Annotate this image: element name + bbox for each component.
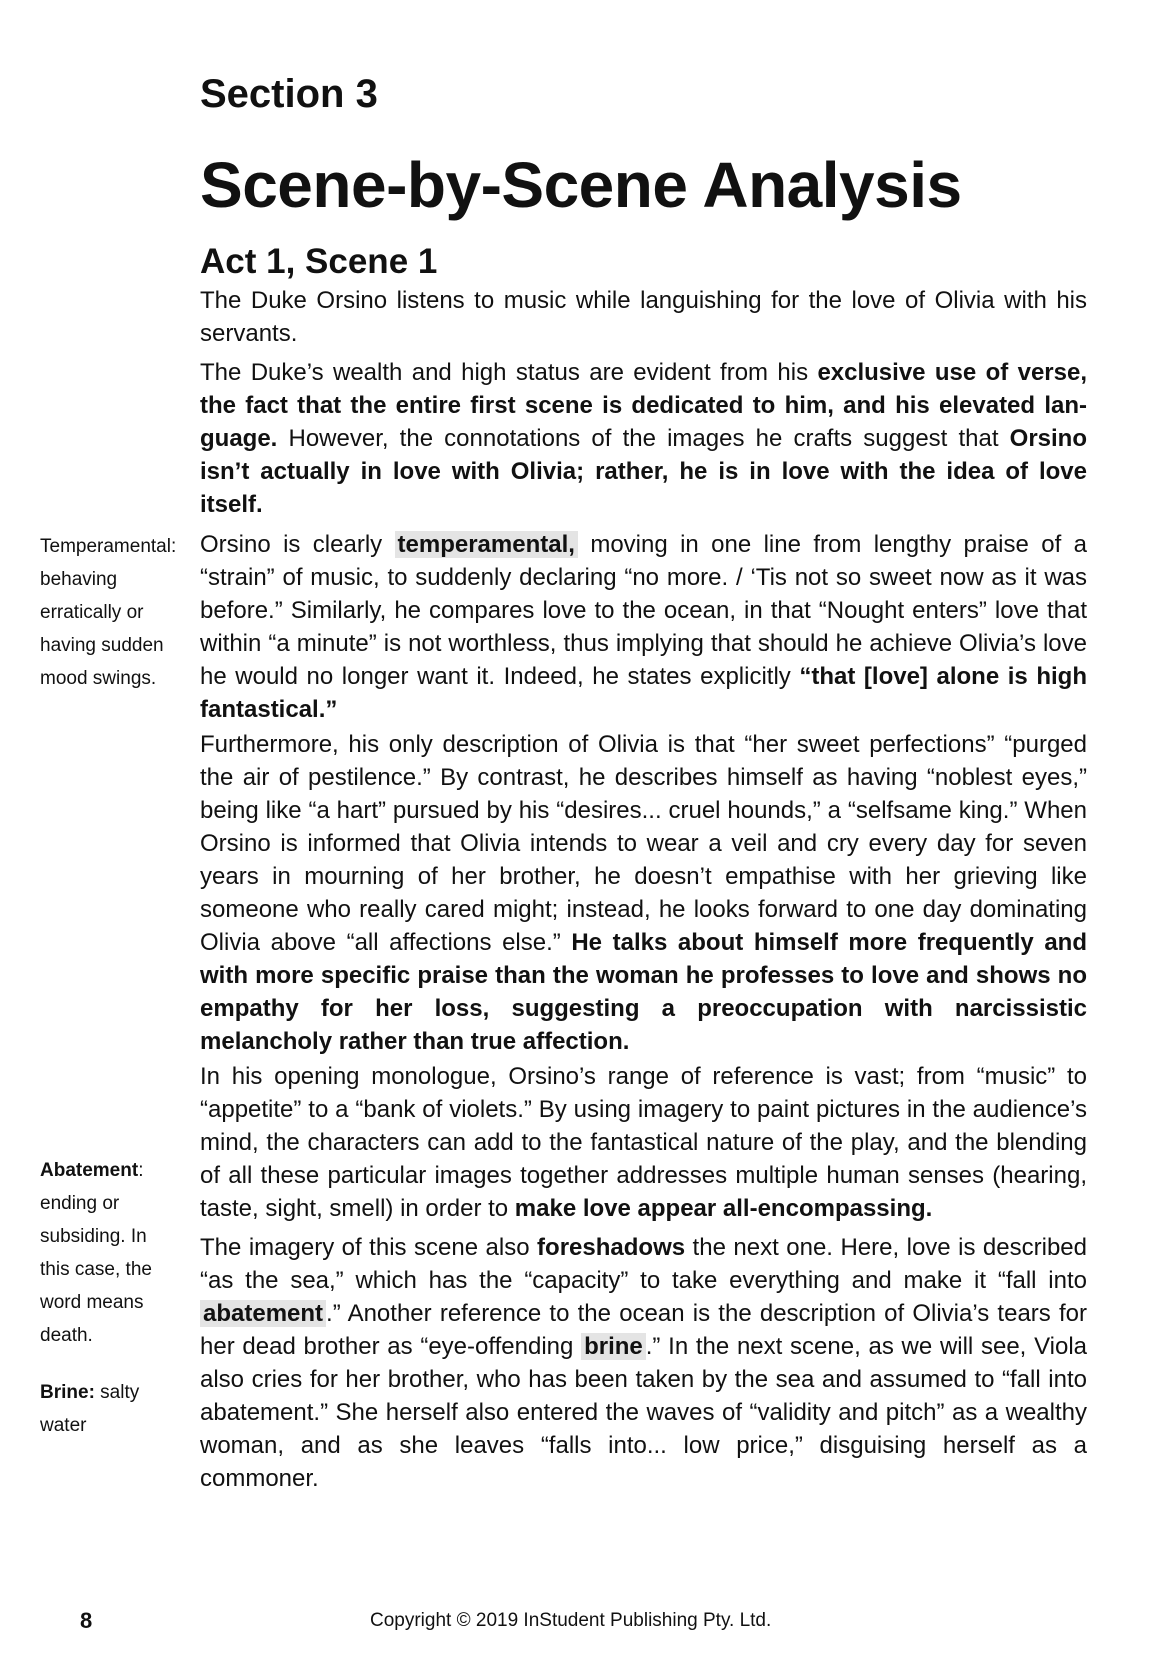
glossary-term: abatement bbox=[200, 1300, 326, 1327]
paragraph-5 bbox=[200, 1060, 1087, 1225]
bold-phrase: Orsino isn’t actually in love with Olivia; rather, he is in love with the idea of love itself. bbox=[200, 425, 1087, 518]
scene-heading: Act 1, Scene 1 bbox=[200, 242, 438, 281]
sidenote-temperamental bbox=[40, 530, 180, 695]
sidenote-definition: : behaving erratically or having sudden mood swings. bbox=[40, 536, 177, 689]
sidenote-term: Brine: bbox=[40, 1382, 95, 1403]
text-run: The Duke’s wealth and high status are evident from his bbox=[200, 359, 818, 386]
sidenote-definition: salty water bbox=[40, 1382, 140, 1436]
sidenote-term: Abatement bbox=[40, 1160, 139, 1181]
paragraph-1 bbox=[200, 284, 1087, 350]
bold-phrase: foreshadows bbox=[537, 1234, 686, 1261]
text-run: moving in one line from lengthy praise of a “strain” of music, to suddenly declaring “no more. / ‘Tis not so sweet now as it was before.” Similarly, he compares love to the ocean, in that “Nought enters” love that within “a minute” is not worthless, thus implying that should he achieve Olivia’s love he would no longer want it. Indeed, he states explicitly bbox=[200, 531, 1087, 690]
sidenote-brine bbox=[40, 1376, 180, 1442]
text-run: The Duke Orsino listens to music while languishing for the love of Olivia with his servants. bbox=[200, 287, 1087, 347]
text-run: .” Another reference to the ocean is the description of Olivia’s tears for her dead brother as “eye-offending bbox=[200, 1300, 1087, 1360]
glossary-term: temperamental, bbox=[395, 531, 578, 558]
text-run: the next one. Here, love is described “as the sea,” which has the “capacity” to take everything and make it “fall into bbox=[200, 1234, 1087, 1294]
paragraph-4 bbox=[200, 728, 1087, 1058]
sidenote-definition: : ending or subsiding. In this case, the word means death. bbox=[40, 1160, 152, 1346]
page-title: Scene-by-Scene Analysis bbox=[200, 149, 962, 221]
glossary-term: brine bbox=[581, 1333, 646, 1360]
text-run: In his opening monologue, Orsino’s range of reference is vast; from “music” to “appetite” to a “bank of violets.” By using imagery to paint pictures in the audience’s mind, the characters can add to the fantastical nature of the play, and the blending of all these particular images together addresses multiple human senses (hearing, taste, sight, smell) in order to bbox=[200, 1063, 1087, 1222]
text-run: The imagery of this scene also bbox=[200, 1234, 538, 1261]
text-run: Furthermore, his only description of Olivia is that “her sweet perfections” “purged the air of pestilence.” By contrast, he describes himself as having “noblest eyes,” being like “a hart” pursued by his “desires... cruel hounds,” a “selfsame king.” When Orsino is informed that Olivia intends to wear a veil and cry every day for seven years in mourning of her brother, he doesn’t empathise with her grieving like someone who really cared might; instead, he looks forward to one day dominating Olivia above “all affections else.” bbox=[200, 731, 1087, 956]
sidenote-term: Temperamental bbox=[40, 536, 171, 557]
text-run: However, the connotations of the images he crafts suggest that bbox=[277, 425, 1010, 452]
paragraph-2 bbox=[200, 356, 1087, 521]
bold-phrase: make love appear all-encompassing. bbox=[514, 1195, 933, 1222]
page-number: 8 bbox=[80, 1608, 93, 1633]
sidenote-abatement bbox=[40, 1154, 180, 1352]
paragraph-6 bbox=[200, 1231, 1087, 1495]
paragraph-3 bbox=[200, 528, 1087, 726]
bold-phrase: He talks about himself more frequently and with more specific praise than the woman he professes to love and shows no empathy for her loss, suggesting a preoccupation with narcissistic melancholy rather than true affection. bbox=[200, 929, 1087, 1055]
text-run: Orsino is clearly bbox=[200, 531, 395, 558]
section-label: Section 3 bbox=[200, 72, 378, 116]
text-run: .” In the next scene, as we will see, Viola also cries for her brother, who has been taken by the sea and assumed to “fall into abatement.” She herself also entered the waves of “validity and pitch” as a wealthy woman, and as she leaves “falls into... low price,” disguising herself as a commoner. bbox=[200, 1333, 1088, 1492]
copyright-notice: Copyright © 2019 InStudent Publishing Pty. Ltd. bbox=[370, 1610, 772, 1631]
bold-phrase: exclusive use of verse, the fact that the entire first scene is dedicated to him, and his elevated language. bbox=[200, 359, 1087, 452]
bold-phrase: “that [love] alone is high fantastical.” bbox=[200, 663, 1087, 723]
